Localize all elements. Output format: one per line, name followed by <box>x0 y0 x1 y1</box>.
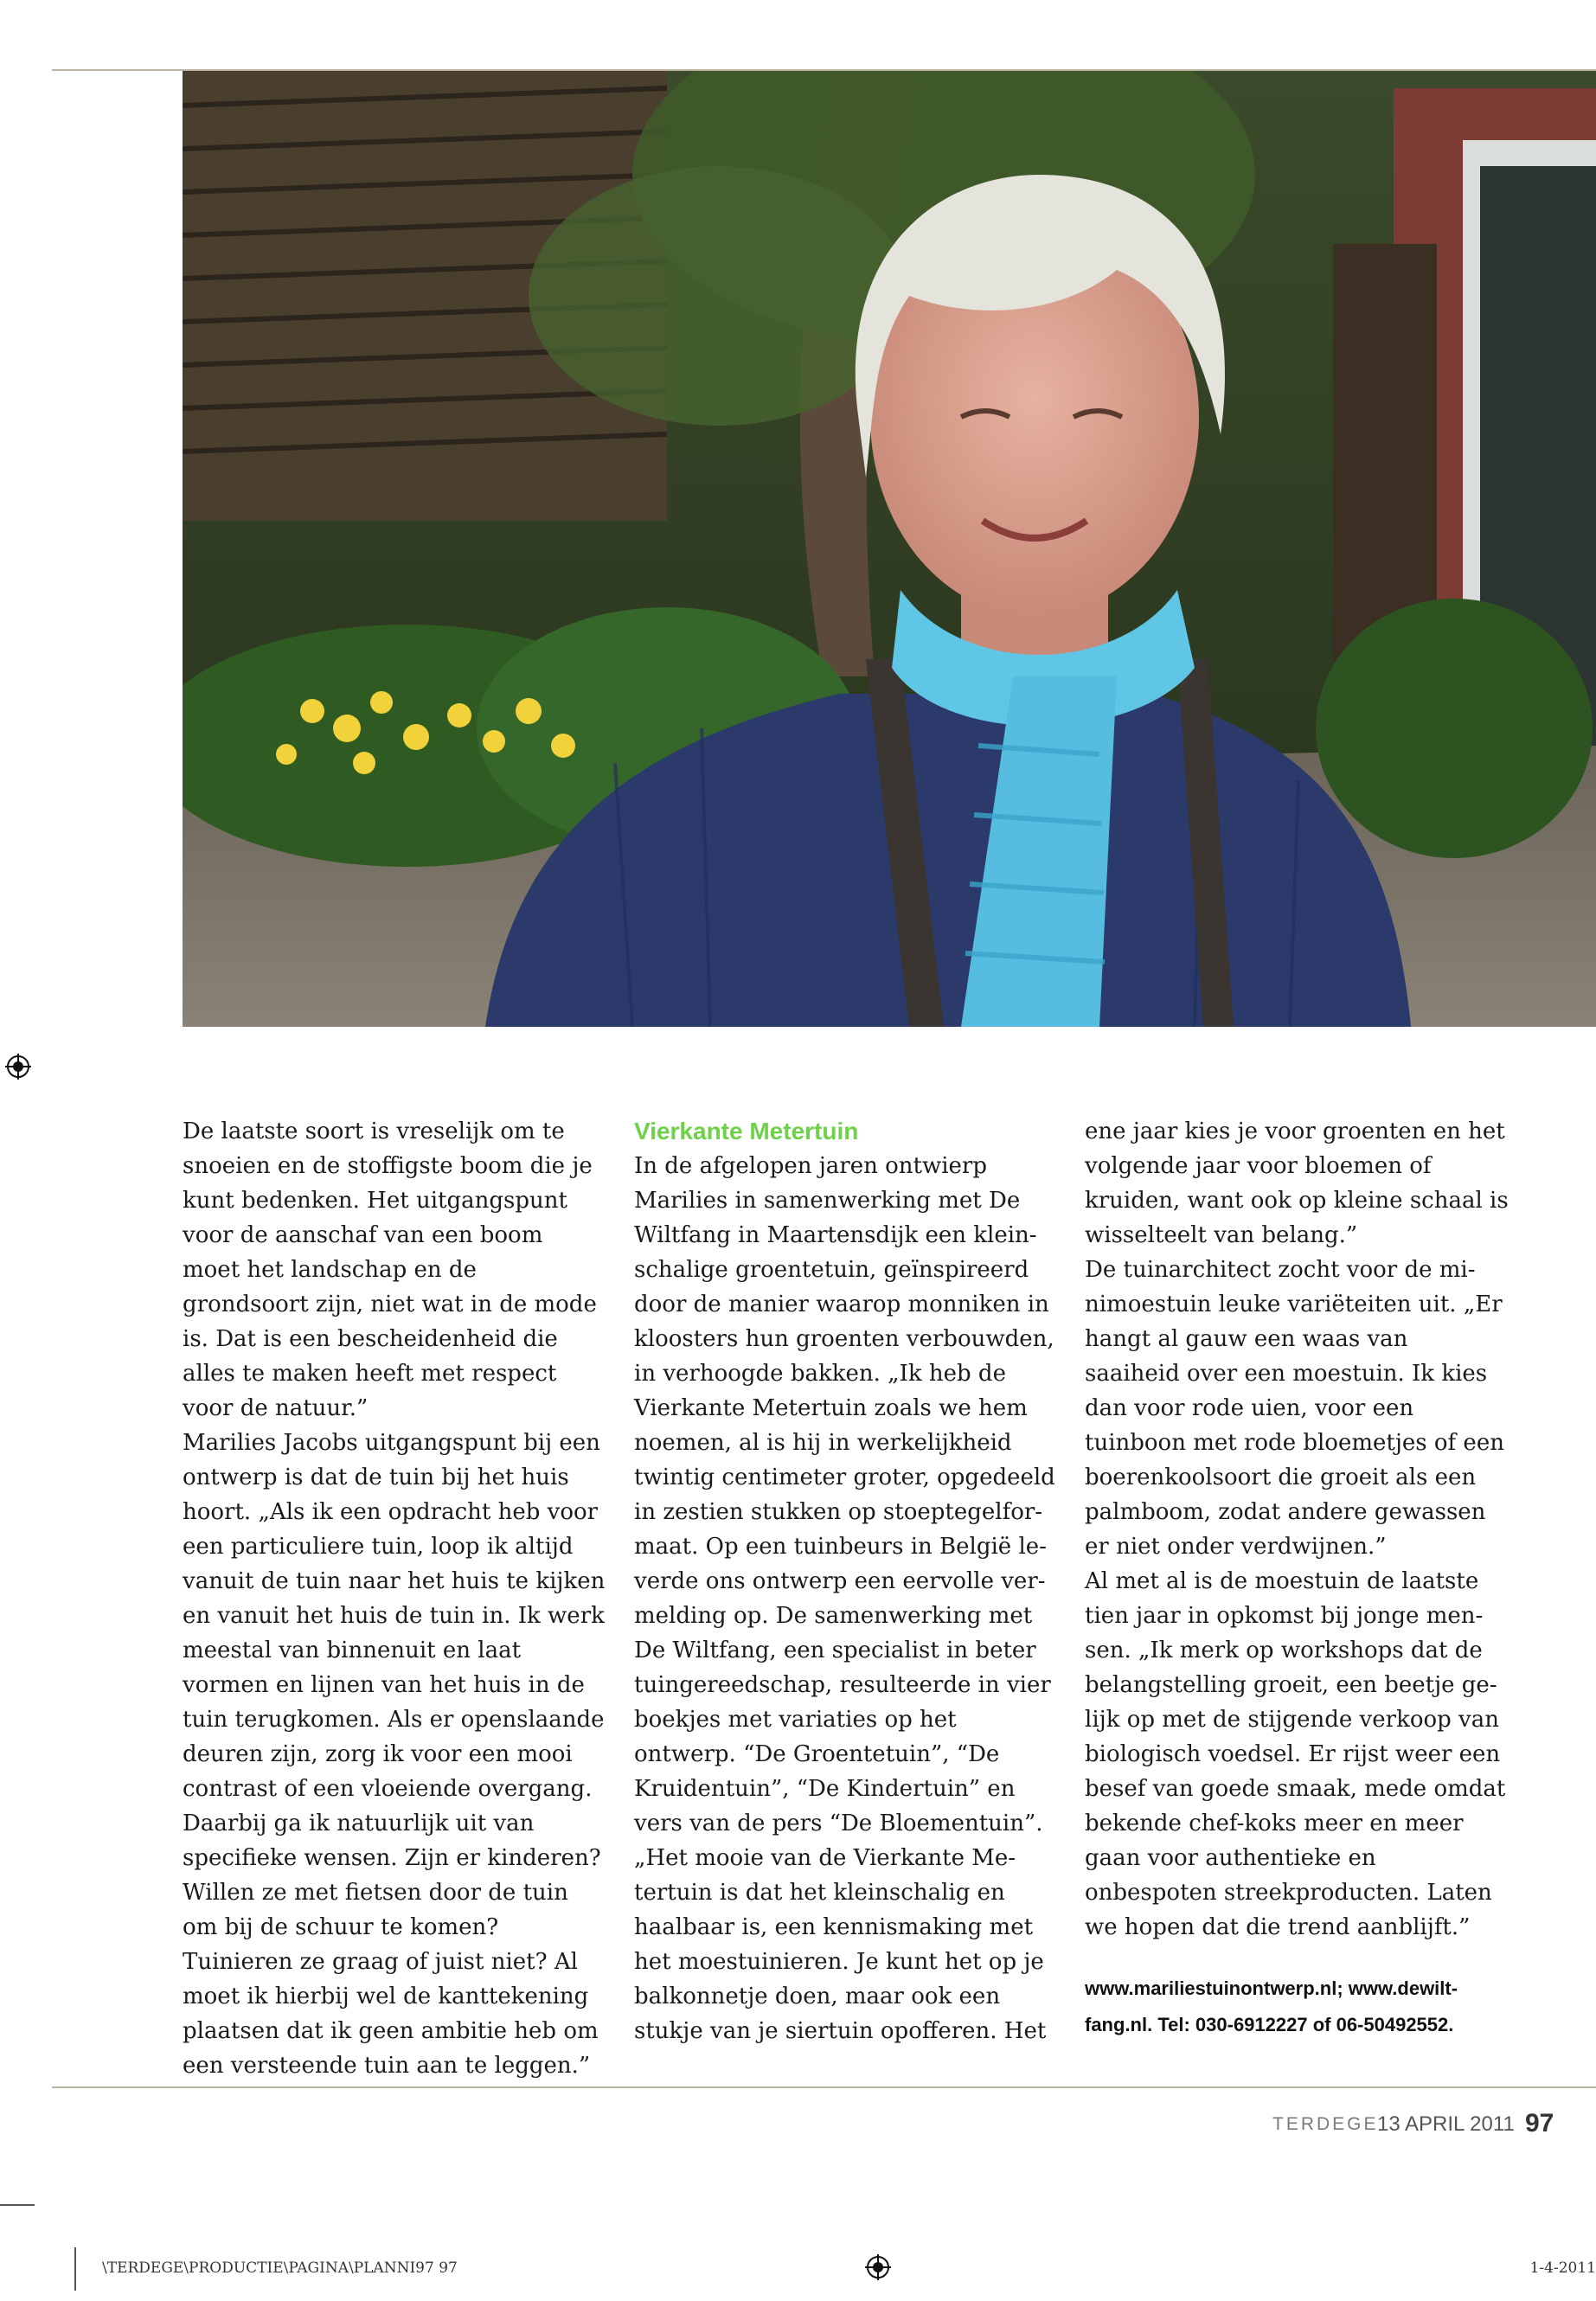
subheading: Vierkante Metertuin <box>634 1118 859 1144</box>
paragraph: De laatste soort is vreselijk om te snoeien en de stoffigste boom die je kunt bedenken. Het uitgangspunt voor de aanschaf van een boom moet het landschap en de grondsoort zijn, niet wat in de mode is. Dat is een bescheidenheid die alles te maken heeft met respect voor de natuur.” <box>183 1118 597 1421</box>
portrait-photo <box>183 71 1596 1027</box>
bottom-rule <box>52 2086 1596 2088</box>
trim-mark <box>74 2247 76 2291</box>
article-column-2 <box>634 1114 1058 2048</box>
paragraph: Marilies Jacobs uitgangspunt bij een ontwerp is dat de tuin bij het huis hoort. „Als ik een opdracht heb voor een particuliere tuin, loop ik altijd vanuit de tuin naar het huis te kijken en vanuit het huis de tuin in. Ik werk meestal van binnenuit en laat vormen en lijnen van het huis in de tuin terugkomen. Als er openslaande deuren zijn, zorg ik voor een mooi contrast of een vloeiende overgang. Daarbij ga ik natuurlijk uit van specifieke wensen. Zijn er kinderen? Willen ze met fietsen door de tuin om bij de schuur te komen? Tuinieren ze graag of juist niet? Al moet ik hierbij wel de kanttekening plaatsen dat ik geen ambitie heb om een versteende tuin aan te leggen.” <box>183 1430 606 2079</box>
paragraph: ene jaar kies je voor groenten en het volgende jaar voor bloemen of kruiden, want ook op kleine schaal is wisselteelt van belang.” <box>1085 1118 1509 1248</box>
article-column-3 <box>1085 1114 1509 2043</box>
portrait-photo-illustration <box>183 71 1596 1027</box>
paragraph: In de afgelopen jaren ontwierp Marilies in samenwerking met De Wiltfang in Maartensdijk een kleinschalige groentetuin, geïnspireerd door de manier waarop monniken in kloosters hun groenten verbouwden, in verhoogde bakken. „Ik heb de Vierkante Metertuin zoals we hem noemen, al is hij in werkelijkheid twintig centimeter groter, opgedeeld in zestien stukken op stoeptegelformaat. Op een tuinbeurs in België leverde ons ontwerp een eervolle vermelding op. De samenwerking met De Wiltfang, een specialist in beter tuingereedschap, resulteerde in vier boekjes met variaties op het ontwerp. “De Groentetuin”, “De Kruidentuin”, “De Kindertuin” en vers van de pers “De Bloementuin”. <box>634 1153 1055 1836</box>
print-slug-path: \TERDEGE\PRODUCTIE\PAGINA\PLANNI97 97 <box>102 2259 458 2277</box>
publication-name: TERDEGE <box>1272 2114 1379 2134</box>
article-column-1 <box>183 1114 606 2083</box>
registration-mark-bottom <box>865 2254 891 2280</box>
issue-date: 13 APRIL 2011 <box>1377 2112 1515 2136</box>
paragraph: Al met al is de moestuin de laatste tien jaar in opkomst bij jonge mensen. „Ik merk op workshops dat de belangstelling groeit, een beetje gelijk op met de stijgende verkoop van biologisch voedsel. Er rijst weer een besef van goede smaak, mede omdat bekende chef-koks meer en meer gaan voor authentieke en onbespoten streekproducten. Laten we hopen dat die trend aanblijft.” <box>1085 1568 1506 1940</box>
contact-info: www.mariliestuinontwerp.nl; www.dewiltfang.nl. Tel: 030-6912227 of 06-50492552. <box>1085 1977 1458 2035</box>
page-number: 97 <box>1525 2109 1554 2138</box>
registration-mark-left <box>5 1054 31 1080</box>
page-footer <box>1198 2109 1596 2144</box>
paragraph: „Het mooie van de Vierkante Metertuin is dat het kleinschalig en haalbaar is, een kennismaking met het moestuinieren. Je kunt het op je balkonnetje doen, maar ook een stukje van je siertuin opofferen. Het <box>634 1845 1047 2044</box>
trim-mark <box>0 2204 35 2206</box>
print-slug-date: 1-4-2011 <box>1529 2259 1596 2277</box>
paragraph: De tuinarchitect zocht voor de minimoestuin leuke variëteiten uit. „Er hangt al gauw een waas van saaiheid over een moestuin. Ik kies dan voor rode uien, voor een tuinboon met rode bloemetjes of een boerenkoolsoort die groeit als een palmboom, zodat andere gewassen er niet onder verdwijnen.” <box>1085 1257 1504 1560</box>
